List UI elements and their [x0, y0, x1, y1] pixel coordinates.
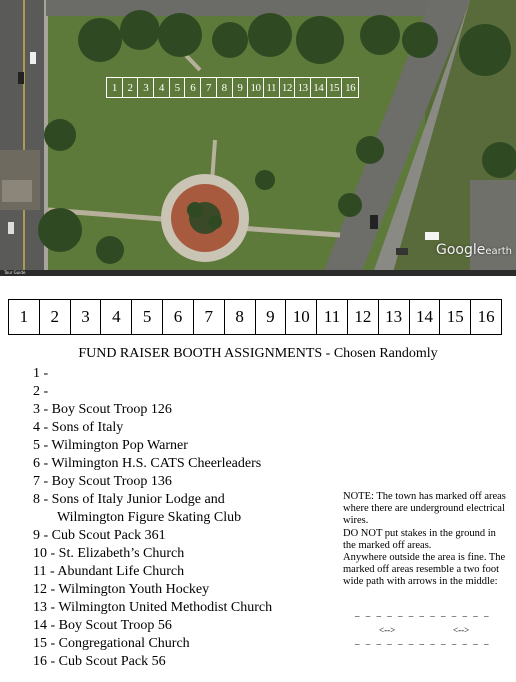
list-item-continuation: Wilmington Figure Skating Club [57, 510, 242, 525]
booth-cell: 2 [40, 300, 71, 334]
photo-booth-number: 6 [185, 78, 201, 97]
aerial-photo-drawing [0, 0, 516, 276]
booth-cell: 4 [101, 300, 132, 334]
photo-booth-number: 3 [138, 78, 154, 97]
path-dashes-top: – – – – – – – – – – – – – [355, 611, 491, 621]
booth-cell: 11 [317, 300, 348, 334]
marked-path-diagram [343, 611, 508, 651]
page-title: FUND RAISER BOOTH ASSIGNMENTS - Chosen Randomly [78, 346, 438, 361]
booth-cell: 1 [9, 300, 40, 334]
list-item: 1 - [33, 366, 49, 381]
booth-cell: 6 [163, 300, 194, 334]
note-line: NOTE: The town has marked off areas where there are underground electrical wires. [343, 491, 506, 527]
assignment-list [33, 365, 272, 671]
photo-booth-number: 9 [233, 78, 249, 97]
photo-booth-number: 8 [217, 78, 233, 97]
list-item: 16 - Cub Scout Pack 56 [33, 654, 166, 669]
list-item: 11 - Abundant Life Church [33, 564, 185, 579]
booth-cell: 3 [71, 300, 102, 334]
list-item: 12 - Wilmington Youth Hockey [33, 582, 210, 597]
photo-booth-number: 2 [123, 78, 139, 97]
list-item: 5 - Wilmington Pop Warner [33, 438, 188, 453]
list-item: 6 - Wilmington H.S. CATS Cheerleaders [33, 456, 262, 471]
list-item: 2 - [33, 384, 49, 399]
list-item: 9 - Cub Scout Pack 361 [33, 528, 166, 543]
list-item: 7 - Boy Scout Troop 136 [33, 474, 172, 489]
list-item: 3 - Boy Scout Troop 126 [33, 402, 172, 417]
tour-guide-label: Tour Guide [4, 270, 26, 275]
booth-cell: 16 [477, 307, 495, 326]
path-arrow-right: <--> [453, 625, 470, 635]
photo-booth-number: 11 [264, 78, 280, 97]
booth-number-table [8, 299, 502, 335]
electrical-wire-note [343, 491, 508, 589]
list-item: 4 - Sons of Italy [33, 420, 124, 435]
booth-cell: 13 [379, 300, 410, 334]
photo-booth-number: 15 [327, 78, 343, 97]
path-dashes-bottom: – – – – – – – – – – – – – [355, 639, 491, 649]
list-item: 13 - Wilmington United Methodist Church [33, 600, 273, 615]
list-item: 14 - Boy Scout Troop 56 [33, 618, 172, 633]
photo-status-bar [0, 270, 516, 276]
photo-booth-number: 14 [311, 78, 327, 97]
watermark-google: Google [435, 242, 486, 258]
path-arrow-left: <--> [379, 625, 396, 635]
booth-cell: 5 [132, 300, 163, 334]
google-earth-watermark [436, 242, 512, 258]
note-line: Anywhere outside the area is fine. The marked off areas resemble a two foot wide path with arrows in the middle: [343, 552, 506, 588]
photo-booth-number: 13 [295, 78, 311, 97]
list-item: 8 - Sons of Italy Junior Lodge and [33, 492, 225, 507]
list-item: 10 - St. Elizabeth’s Church [33, 546, 185, 561]
booth-cell: 14 [410, 300, 441, 334]
note-line: DO NOT put stakes in the ground in the marked off areas. [343, 527, 496, 551]
photo-booth-number: 10 [248, 78, 264, 97]
booth-cell: 12 [348, 300, 379, 334]
photo-booth-number: 12 [280, 78, 296, 97]
photo-booth-number: 4 [154, 78, 170, 97]
photo-booth-number: 7 [201, 78, 217, 97]
list-item: 15 - Congregational Church [33, 636, 190, 651]
booth-cell: 9 [256, 300, 287, 334]
booth-cell: 8 [225, 300, 256, 334]
booth-cell: 15 [440, 300, 471, 334]
watermark-earth: earth [485, 246, 512, 257]
photo-booth-number: 16 [345, 81, 356, 94]
aerial-photo [0, 0, 516, 276]
booth-cell: 10 [286, 300, 317, 334]
photo-booth-number: 1 [107, 78, 123, 97]
photo-booth-number-strip [106, 77, 359, 98]
booth-cell: 7 [194, 300, 225, 334]
photo-booth-number: 5 [170, 78, 186, 97]
